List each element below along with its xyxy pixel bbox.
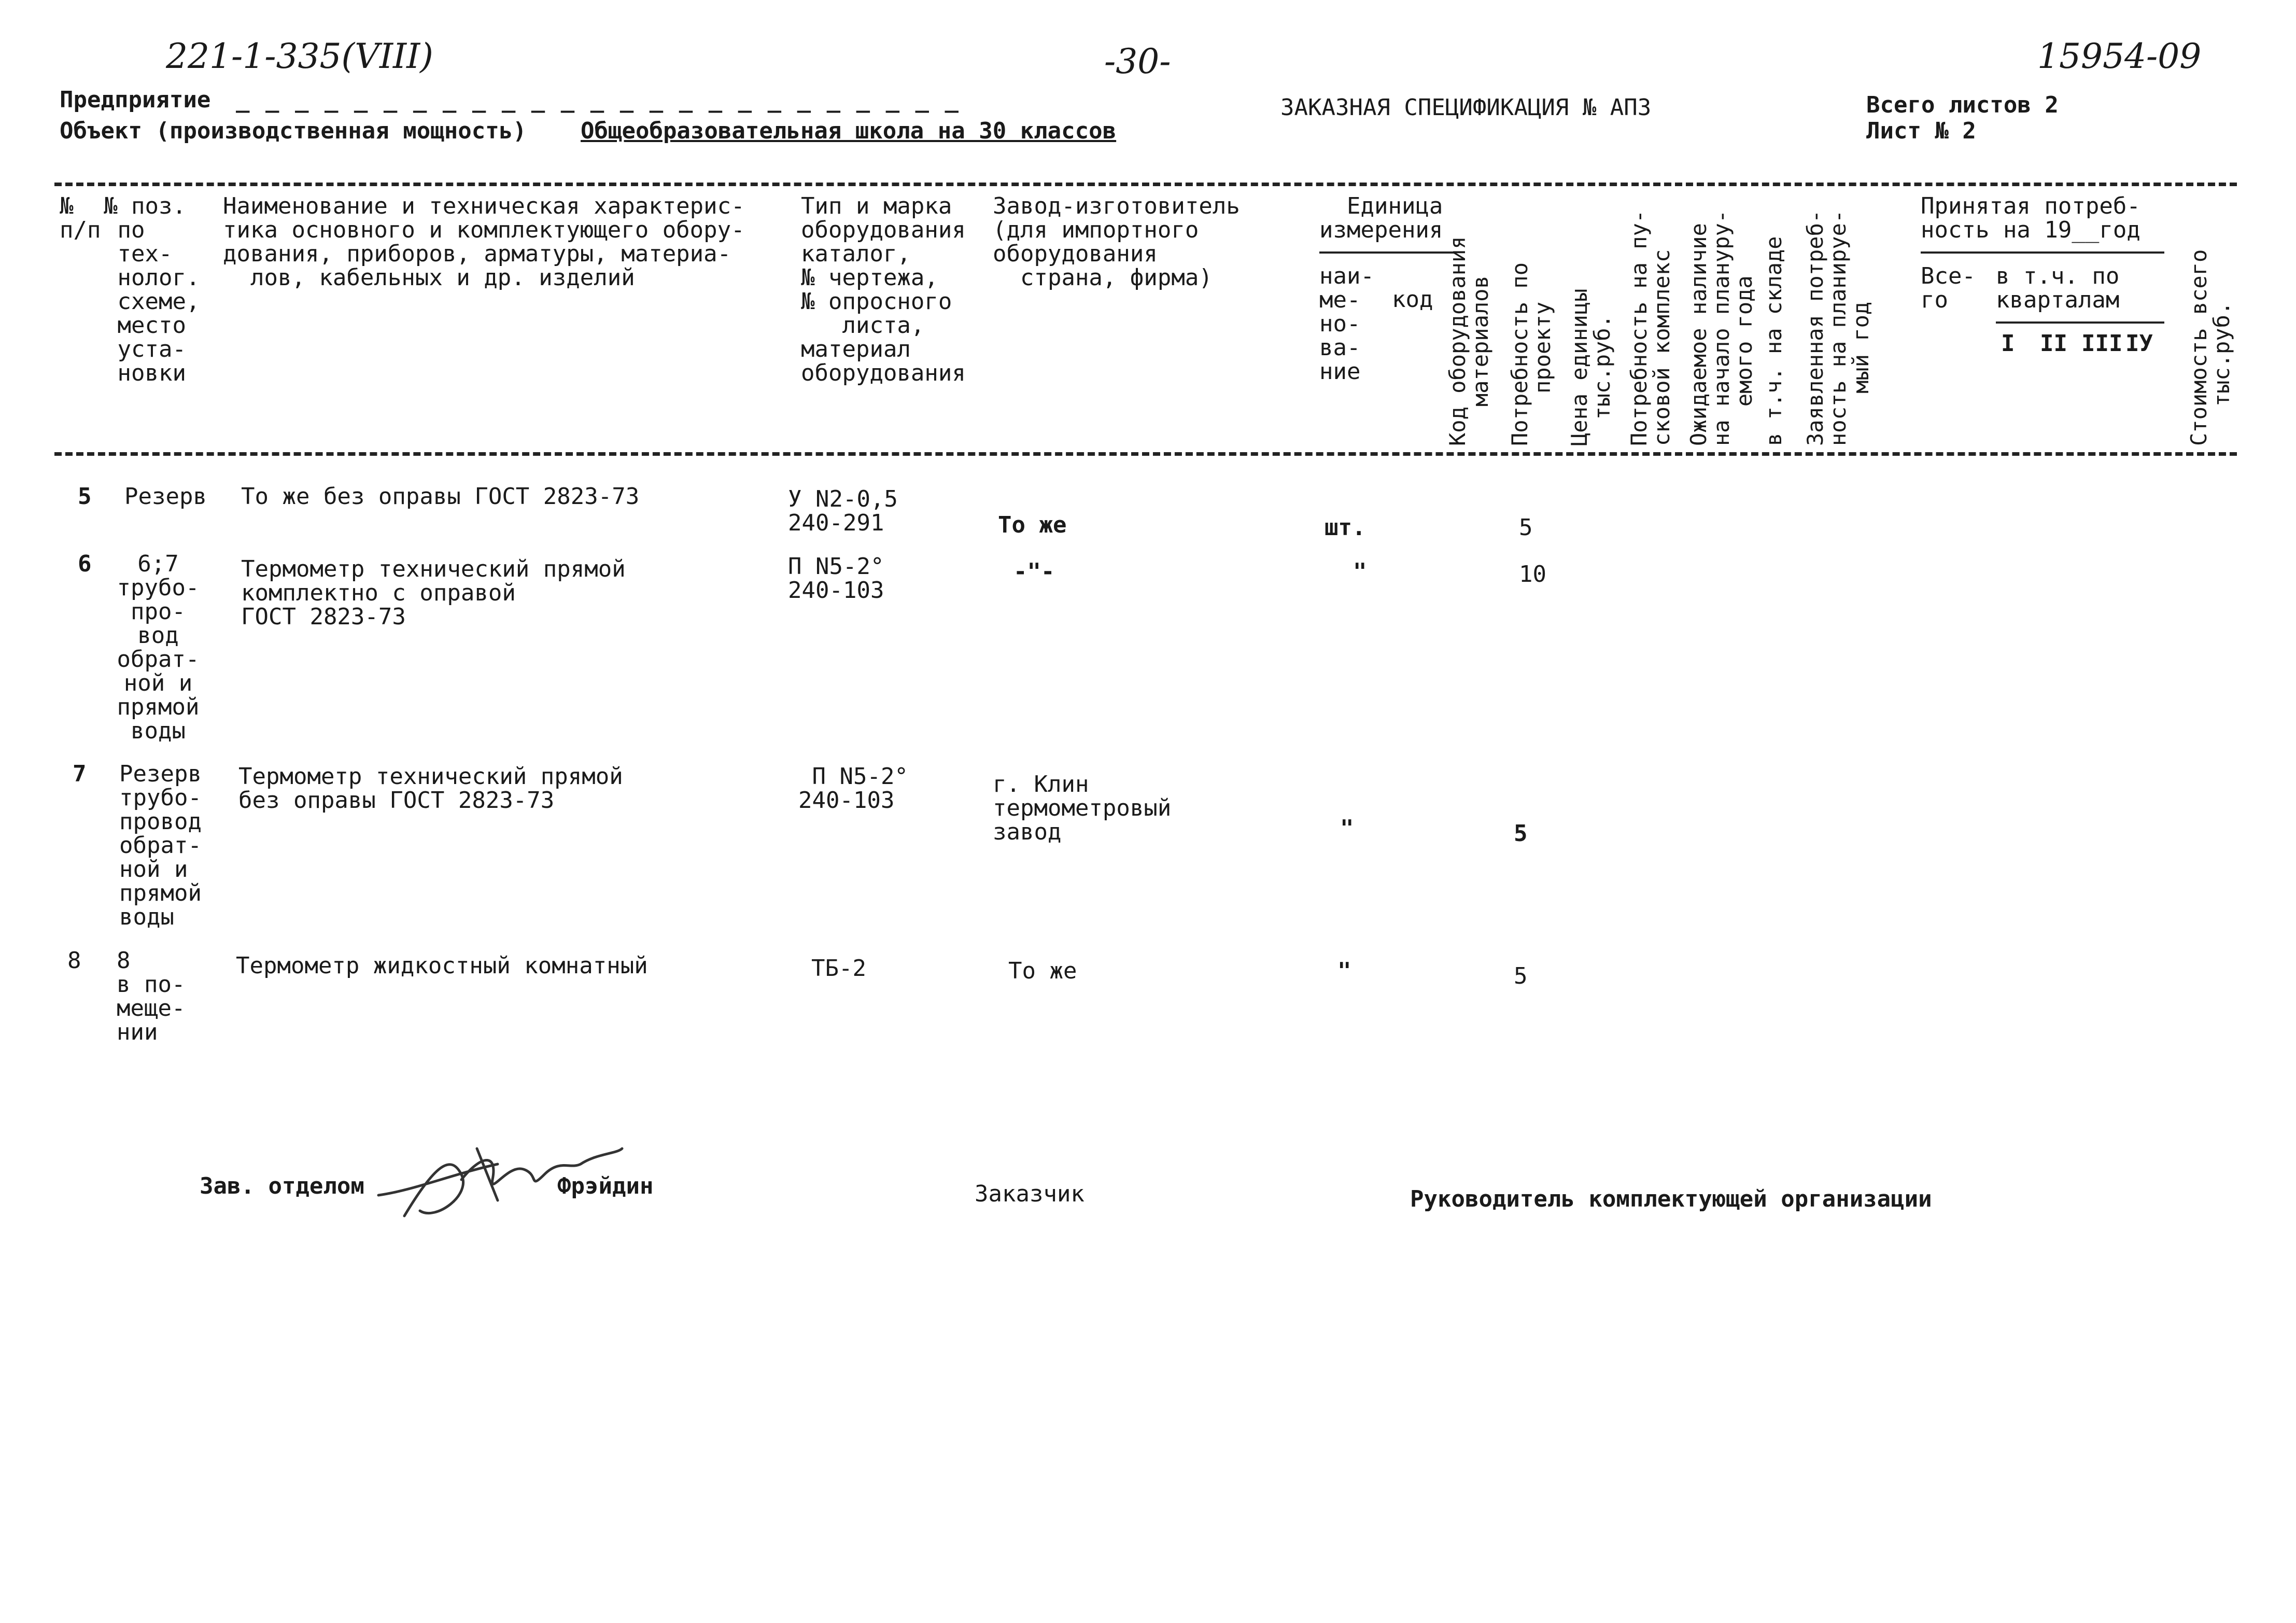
row-name: Термометр жидкостный комнатный [236,953,648,979]
row-name: Термометр технический прямой комплектно с оправой ГОСТ 2823-73 [241,556,626,630]
document-number: 221-1-335(VIII) [166,36,433,76]
col-header-in-stock: в т.ч. на складе [1761,236,1786,446]
row-position: Резерв трубо- провод обрат- ной и прямой воды [119,761,202,930]
enterprise-blank: _ _ _ _ _ _ _ _ _ _ _ _ _ _ _ _ _ _ _ _ _ _ _ _ _ [236,87,960,113]
accepted-divider [1921,251,2164,254]
row-need-project: 5 [1514,963,1528,989]
col-header-name: Наименование и техническая характерис- тика основного и комплектующего обору- дования, приборов, арматуры, материа- лов, кабельных и др. изделий [223,193,745,291]
table-header-rule [54,452,2237,456]
sheet-number: Лист № 2 [1866,118,1976,144]
head-of-department-name: Фрэйдин [557,1173,654,1199]
row-position: 8 в по- меще- нии [117,947,186,1045]
col-header-type: Тип и марка оборудования каталог, № чертежа, № опросного листа, материал оборудования [801,193,966,386]
col-header-accepted-quarters: в т.ч. по кварталам [1996,263,2120,313]
page-number: -30- [1104,41,1171,81]
row-name: Термометр технический прямой без оправы ГОСТ 2823-73 [238,763,623,814]
row-unit: " [1337,958,1351,984]
col-header-maker: Завод-изготовитель (для импортного оборудования страна, фирма) [993,193,1240,291]
row-need-project: 5 [1519,514,1533,541]
row-type: П N5-2° 240-103 [798,763,908,814]
col-header-position: № поз. по тех- нолог. схеме, место уста- новки [104,193,200,386]
row-type: У N2-0,5 240-291 [788,486,898,536]
col-header-q4: IУ [2125,330,2153,357]
enterprise-label: Предприятие [60,87,211,113]
col-header-declared: Заявленная потреб- ность на планируе- мый год [1802,209,1874,446]
row-maker: г. Клин термометровый завод [993,771,1172,845]
col-header-unit-code: код [1392,286,1433,313]
row-unit: " [1353,558,1367,585]
row-need-project: 10 [1519,561,1546,587]
col-header-unit: Единица измерения [1319,193,1443,243]
organization-head-label: Руководитель комплектующей организации [1410,1186,1932,1212]
col-header-accepted: Принятая потреб- ность на 19__год [1921,193,2140,243]
col-header-unit-name: наи- ме- но- ва- ние [1319,263,1374,385]
col-header-equip-code: Код оборудования материалов [1445,236,1493,446]
col-header-accepted-total: Все- го [1921,263,1976,313]
unit-divider [1319,251,1454,254]
row-need-project: 5 [1514,820,1528,847]
row-num: 6 [78,551,92,577]
quarters-divider [1996,321,2164,324]
row-maker: То же [1008,958,1077,984]
row-unit: шт. [1325,514,1366,541]
row-type: ТБ-2 [811,955,866,982]
col-header-expected: Ожидаемое наличие на начало плануру- емого года [1686,209,1757,446]
table-top-rule [54,183,2237,186]
inventory-number: 15954-09 [2037,36,2202,76]
object-label: Объект (производственная мощность) [60,118,527,144]
customer-label: Заказчик [975,1181,1084,1207]
row-unit: " [1340,815,1354,842]
col-header-q2: II [2040,330,2067,357]
col-header-num: № п/п [60,193,101,243]
row-position: 6;7 трубо- про- вод обрат- ной и прямой воды [117,551,200,744]
row-maker: -"- [1013,558,1055,585]
object-value: Общеобразовательная школа на 30 классов [581,118,1117,144]
col-header-cost: Стоимость всего тыс.руб. [2186,249,2234,446]
row-type: П N5-2° 240-103 [788,553,884,604]
col-header-need-complex: Потребность на пу- сковой комплекс [1626,209,1674,446]
spec-title: ЗАКАЗНАЯ СПЕЦИФИКАЦИЯ № АПЗ [1280,94,1652,121]
col-header-q3: III [2081,330,2123,357]
row-position: Резерв [124,483,207,510]
row-num: 8 [67,947,81,974]
col-header-q1: I [2001,330,2015,357]
col-header-need-project: Потребность по проекту [1507,262,1555,446]
row-name: То же без оправы ГОСТ 2823-73 [241,483,640,510]
col-header-price: Цена единицы тыс.руб. [1567,288,1615,446]
row-num: 5 [78,483,92,510]
head-of-department-label: Зав. отделом [200,1173,364,1199]
row-num: 7 [73,761,87,787]
total-sheets: Всего листов 2 [1866,92,2059,118]
row-maker: То же [998,512,1067,538]
